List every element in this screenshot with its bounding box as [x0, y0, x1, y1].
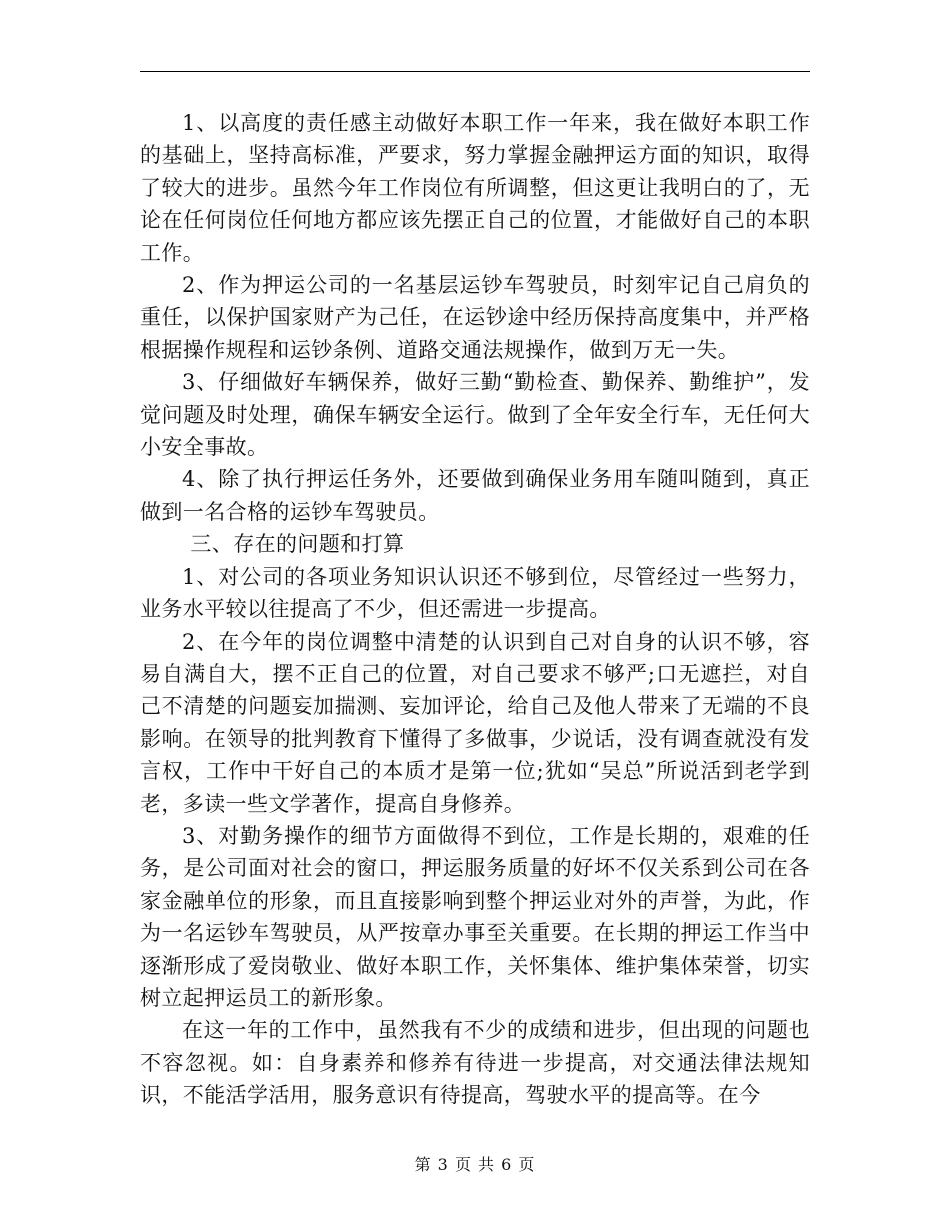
page-footer [0, 1152, 950, 1175]
document-body [140, 107, 810, 1112]
paragraph-1: 1、以高度的责任感主动做好本职工作一年来，我在做好本职工作的基础上，坚持高标准，严要求，努力掌握金融押运方面的知识，取得了较大的进步。虽然今年工作岗位有所调整，但这更让我明白的了，无论在任何岗位任何地方都应该先摆正自己的位置，才能做好自己的本职工作。 [140, 111, 810, 265]
section-heading: 三、存在的问题和打算 [190, 532, 405, 557]
page-number-label: 第 3 页 共 6 页 [414, 1155, 536, 1174]
header-rule [140, 71, 810, 72]
section-paragraph-1: 1、对公司的各项业务知识认识还不够到位，尽管经过一些努力，业务水平较以往提高了不少，但还需进一步提高。 [140, 564, 810, 622]
section-paragraph-4: 在这一年的工作中，虽然我有不少的成绩和进步，但出现的问题也不容忽视。如：自身素养和修养有待进一步提高，对交通法律法规知识，不能活学活用，服务意识有待提高，驾驶水平的提高等。在今 [140, 1018, 810, 1108]
paragraph-2: 2、作为押运公司的一名基层运钞车驾驶员，时刻牢记自己肩负的重任，以保护国家财产为己任，在运钞途中经历保持高度集中，并严格根据操作规程和运钞条例、道路交通法规操作，做到万无一失。 [140, 273, 810, 362]
section-paragraph-2: 2、在今年的岗位调整中清楚的认识到自己对自身的认识不够，容易自满自大，摆不正自己的位置，对自己要求不够严;口无遮拦，对自己不清楚的问题妄加揣测、妄加评论，给自己及他人带来了无端的不良影响。在领导的批判教育下懂得了多做事，少说话，没有调查就没有发言权，工作中干好自己的本质才是第一位;犹如“吴总”所说活到老学到老，多读一些文学著作，提高自身修养。 [140, 629, 810, 816]
paragraph-3: 3、仔细做好车辆保养，做好三勤“勤检查、勤保养、勤维护”，发觉问题及时处理，确保车辆安全运行。做到了全年安全行车，无任何大小安全事故。 [140, 370, 810, 460]
section-paragraph-3: 3、对勤务操作的细节方面做得不到位，工作是长期的，艰难的任务，是公司面对社会的窗口，押运服务质量的好坏不仅关系到公司在各家金融单位的形象，而且直接影响到整个押运业对外的声誉，为此，作为一名运钞车驾驶员，从严按章办事至关重要。在长期的押运工作当中逐渐形成了爱岗敬业、做好本职工作，关怀集体、维护集体荣誉，切实树立起押运员工的新形象。 [140, 823, 810, 1010]
paragraph-4: 4、除了执行押运任务外，还要做到确保业务用车随叫随到，真正做到一名合格的运钞车驾驶员。 [140, 467, 810, 524]
